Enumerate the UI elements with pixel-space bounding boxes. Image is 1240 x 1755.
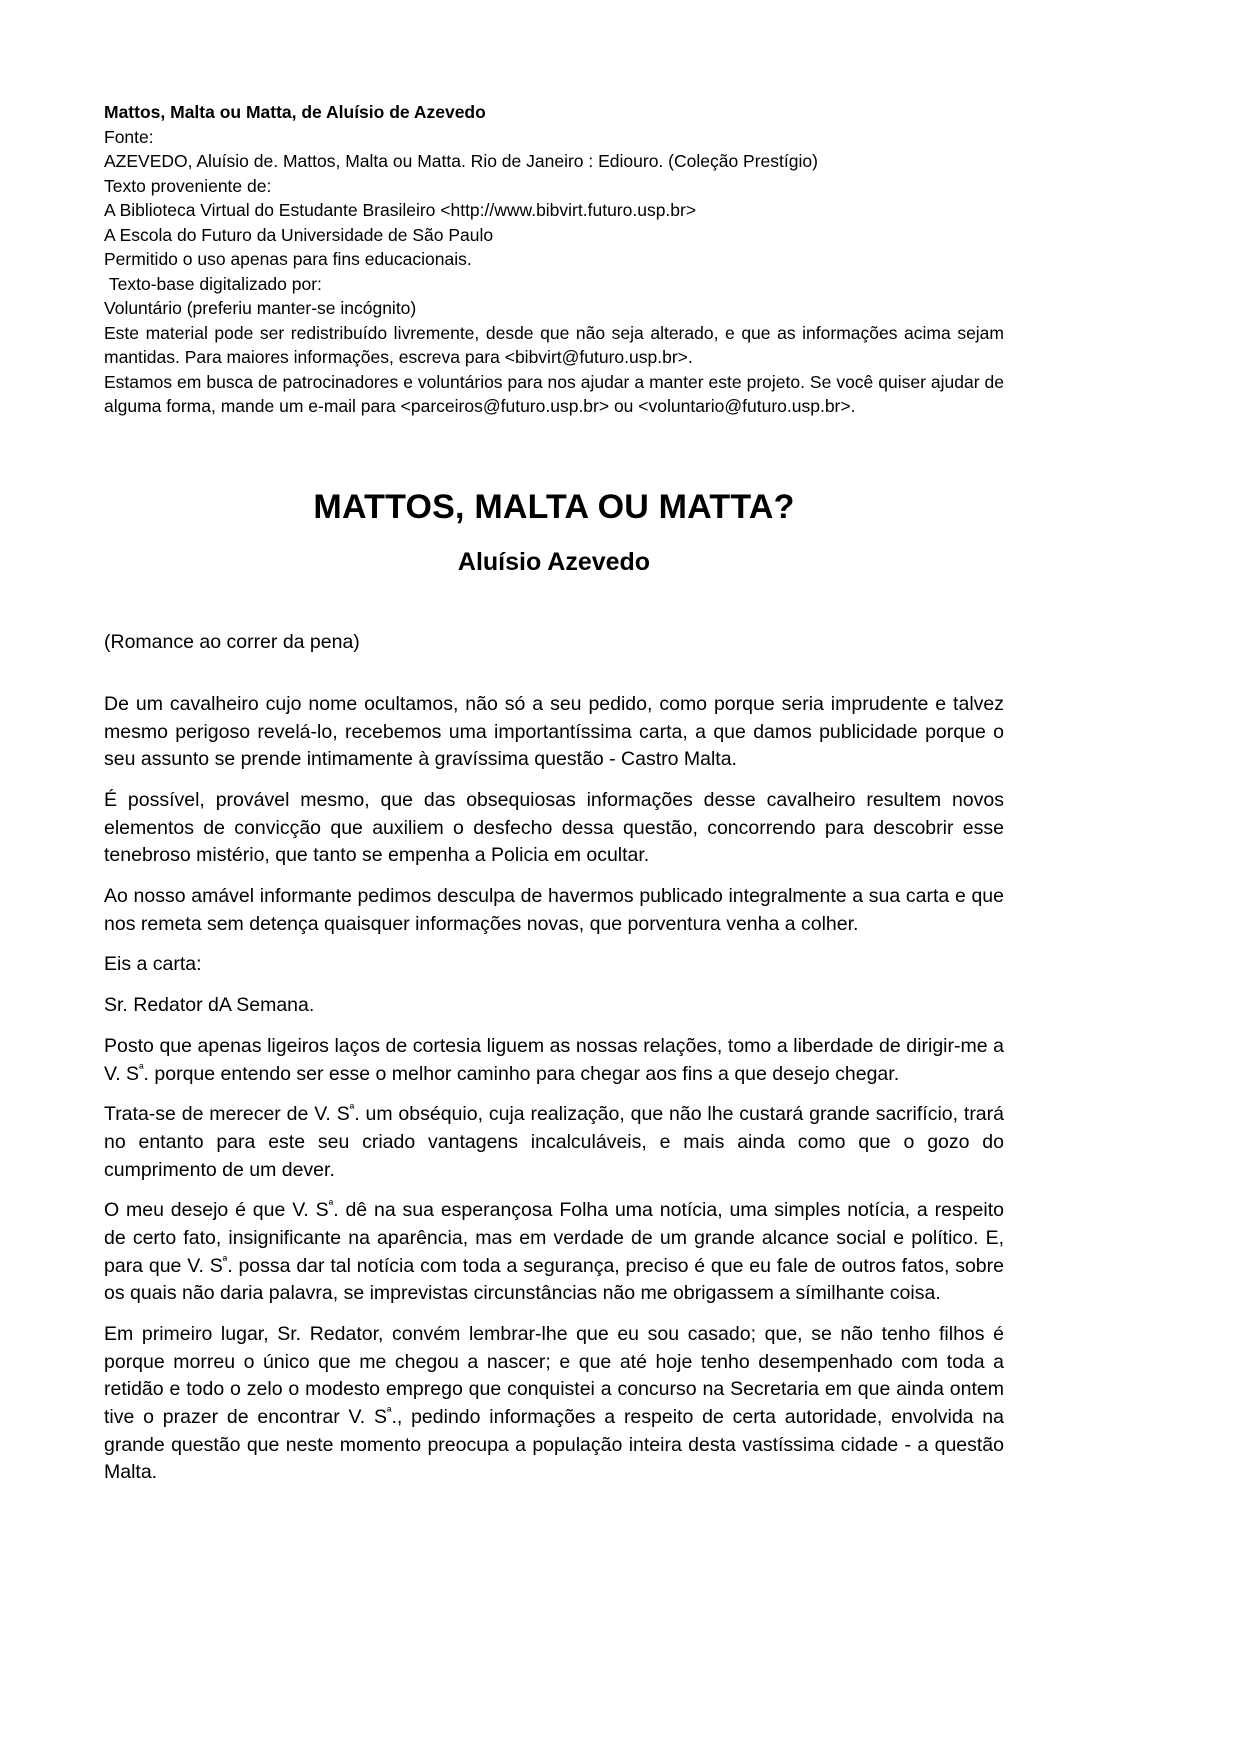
paragraph-5-salutation: Sr. Redator dA Semana.	[104, 994, 315, 1017]
source-sponsors-note: Estamos em busca de patrocinadores e voluntários para nos ajudar a manter este projeto. Se você quiser ajudar de alguma forma, mande um e-mail para <parceiros@futuro.usp.br> ou <voluntario@futuro.usp.br>.	[104, 371, 1004, 416]
ordinal-superscript: ª	[222, 1253, 228, 1268]
ordinal-superscript: ª	[139, 1061, 144, 1076]
paragraph-9-part-b: ., pedindo informações a respeito de certa autoridade, envolvida na grande questão que neste momento preocupa a população inteira desta vastíssima cidade - a questão Malta.	[104, 1406, 1004, 1484]
page-content	[104, 100, 1004, 1487]
source-redistribution-note: Este material pode ser redistribuído livremente, desde que não seja alterado, e que as informações acima sejam mantidas. Para maiores informações, escreva para <bibvirt@futuro.usp.br>.	[104, 322, 1004, 367]
paragraph-9	[104, 1321, 1004, 1487]
paragraph-7-part-a: Trata-se de merecer de V. S	[104, 1103, 350, 1126]
paragraph-6	[104, 1033, 1004, 1088]
paragraph-3: Ao nosso amável informante pedimos desculpa de havermos publicado integralmente a sua carta e que nos remeta sem detença quaisquer informações novas, que porventura venha a colher.	[104, 885, 1004, 935]
paragraph-1: De um cavalheiro cujo nome ocultamos, não só a seu pedido, como porque seria imprudente e talvez mesmo perigoso revelá-lo, recebemos uma importantíssima carta, a que damos publicidade porque o seu assunto se prende intimamente à gravíssima questão - Castro Malta.	[104, 692, 1004, 771]
source-line-permission: Permitido o uso apenas para fins educacionais.	[104, 249, 472, 269]
paragraph-4-eis-a-carta: Eis a carta:	[104, 953, 202, 976]
paragraph-7	[104, 1101, 1004, 1184]
paragraph-9-part-a: Em primeiro lugar, Sr. Redator, convém lembrar-lhe que eu sou casado; que, se não tenho filhos é porque morreu o único que me chegou a nascer; e que até hoje tenho desempenhado com toda a retidão e todo o zelo o modesto emprego que conquistei a concurso na Secretaria em que ainda ontem tive o prazer de encontrar V. S	[104, 1323, 1004, 1429]
paragraph-6-part-b: . porque entendo ser esse o melhor caminho para chegar aos fins a que desejo chegar.	[143, 1062, 900, 1085]
author-name: Aluísio Azevedo	[457, 548, 651, 577]
source-header-title: Mattos, Malta ou Matta, de Aluísio de Azevedo	[104, 102, 486, 122]
paragraph-8-part-b: . dê na sua esperançosa Folha uma notícia, uma simples notícia, a respeito de certo fato, insignificante na aparência, mas em verdade de um grande alcance social e político. E, para que V. S	[104, 1199, 1004, 1277]
source-line-citation: AZEVEDO, Aluísio de. Mattos, Malta ou Matta. Rio de Janeiro : Ediouro. (Coleção Prestígio)	[104, 151, 818, 171]
source-line-library: A Biblioteca Virtual do Estudante Brasileiro <http://www.bibvirt.futuro.usp.br>	[104, 200, 697, 220]
source-line-school: A Escola do Futuro da Universidade de São Paulo	[104, 224, 494, 245]
ordinal-superscript: ª	[328, 1197, 334, 1212]
source-line-digitized-label: Texto-base digitalizado por:	[104, 273, 322, 294]
source-line-fonte: Fonte:	[104, 126, 154, 147]
source-line-origin-label: Texto proveniente de:	[104, 175, 272, 196]
paragraph-8-part-c: . possa dar tal notícia com toda a segurança, preciso é que eu fale de outros fatos, sobre os quais não daria palavra, se imprevistas circunstâncias não me obrigassem a símilhante coisa.	[104, 1254, 1004, 1305]
subtitle-romance: (Romance ao correr da pena)	[104, 631, 360, 654]
paragraph-8-part-a: O meu desejo é que V. S	[104, 1199, 329, 1222]
paragraph-2: É possível, provável mesmo, que das obsequiosas informações desse cavalheiro resultem novos elementos de convicção que auxiliem o desfecho dessa questão, concorrendo para descobrir esse tenebroso mistério, que tanto se empenha a Policia em ocultar.	[104, 789, 1004, 867]
ordinal-superscript: ª	[386, 1404, 392, 1419]
ordinal-superscript: ª	[349, 1101, 355, 1116]
source-block	[104, 100, 1004, 419]
page-title: MATTOS, MALTA OU MATTA?	[313, 487, 795, 526]
paragraph-6-part-a: Posto que apenas ligeiros laços de cortesia liguem as nossas relações, tomo a liberdade de dirigir-me a V. S	[104, 1034, 1004, 1085]
body-text	[104, 629, 1004, 1487]
source-line-volunteer: Voluntário (preferiu manter-se incógnito)	[104, 298, 417, 318]
paragraph-7-part-b: . um obséquio, cuja realização, que não lhe custará grande sacrifício, trará no entanto para este seu criado vantagens incalculáveis, e mais ainda como que o gozo do cumprimento de um dever.	[104, 1103, 1004, 1181]
paragraph-8	[104, 1197, 1004, 1308]
